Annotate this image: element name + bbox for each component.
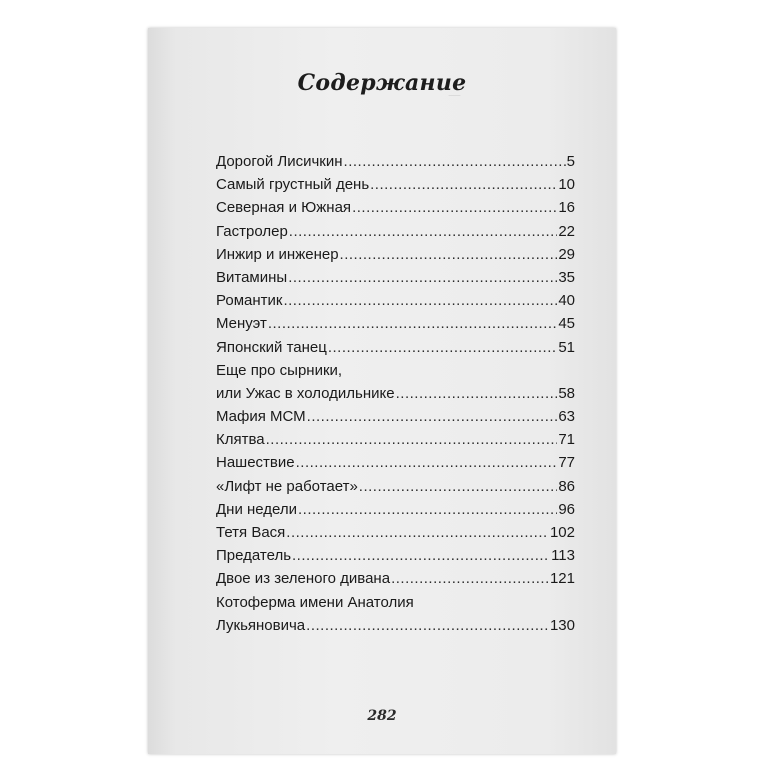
toc-entry [216,220,575,243]
toc-entry-line [216,614,575,637]
toc-entry-title: Гастролер [216,222,288,240]
toc-entry [216,196,575,219]
dot-leader [296,451,558,474]
toc-entry-line [216,451,575,474]
dot-leader [306,614,549,637]
toc-entry-page-number: 121 [549,570,575,588]
toc-entry-title: Северная и Южная [216,199,352,217]
toc-entry-line [216,521,575,544]
toc-entry-page-number: 86 [558,477,575,495]
toc-entry-title: Котоферма имени Анатолия [216,593,414,611]
toc-entry-title: Предатель [216,547,292,565]
toc-entry-title: Клятва [216,431,265,449]
toc-entry-page-number: 63 [558,408,575,426]
toc-entry [216,266,575,289]
toc-entry [216,312,575,335]
toc-entry-page-number: 10 [558,176,575,194]
toc-entry-line [216,243,575,266]
dot-leader [289,220,558,243]
toc-entry-title: Инжир и инженер [216,245,339,263]
toc-entry-page-number: 22 [558,222,575,240]
toc-entry-page-number: 77 [558,454,575,472]
bleed-through-text: —⁠ ⁠ ⁠ ⁠ ⁠ ⁠ ⁠ ⁠ ⁠ ⁠ [448,88,499,103]
toc-entry-title: Менуэт [216,315,267,333]
toc-entry-line [216,498,575,521]
dot-leader [283,289,557,312]
dot-leader [370,173,557,196]
dot-leader [396,382,558,405]
toc-entry-line [216,289,575,312]
dot-leader [328,336,557,359]
table-of-contents [216,150,575,637]
dot-leader [352,196,557,219]
toc-entry-page-number: 40 [558,292,575,310]
toc-entry-page-number: 29 [558,245,575,263]
toc-entry-title: Дорогой Лисичкин [216,153,343,170]
toc-entry-title: Дни недели [216,500,298,518]
toc-entry-line [216,336,575,359]
dot-leader [340,243,558,266]
toc-entry-title: Лукьяновича [216,616,306,634]
toc-entry [216,428,575,451]
toc-entry-title: Самый грустный день [216,176,370,194]
dot-leader [288,266,557,289]
toc-entry-line [216,220,575,243]
toc-entry-title: Романтик [216,292,283,310]
dot-leader [266,428,558,451]
book-page [148,28,616,754]
dot-leader [268,312,557,335]
toc-entry [216,336,575,359]
toc-entry-page-number: 130 [549,616,575,634]
toc-entry [216,498,575,521]
toc-entry-title: Мафия МСМ [216,408,306,426]
toc-entry-title: Тетя Вася [216,524,286,542]
toc-entry-line [216,382,575,405]
toc-entry [216,405,575,428]
toc-entry-title: Двое из зеленого дивана [216,570,391,588]
toc-entry-line [216,544,575,567]
toc-entry-title: Японский танец [216,338,327,356]
toc-entry-page-number: 35 [558,268,575,286]
dot-leader [344,150,566,173]
dot-leader [359,475,558,498]
toc-entry-line [216,428,575,451]
toc-entry [216,243,575,266]
toc-entry-title: Еще про сырники, [216,361,343,379]
toc-entry [216,289,575,312]
dot-leader [391,567,549,590]
toc-entry-title: «Лифт не работает» [216,477,358,495]
toc-entry [216,359,575,405]
toc-entry-page-number: 5 [566,153,575,170]
toc-entry [216,567,575,590]
toc-entry-line [216,312,575,335]
toc-entry-page-number: 71 [558,431,575,449]
toc-entry-line-continued [216,591,575,614]
dot-leader [307,405,558,428]
toc-entry-title: Нашествие [216,454,295,472]
toc-entry-line [216,196,575,219]
toc-entry [216,544,575,567]
page-number: 282 [367,708,397,724]
toc-entry-page-number: 58 [558,384,575,402]
toc-entry-line [216,567,575,590]
toc-entry [216,451,575,474]
dot-leader [298,498,557,521]
toc-entry [216,591,575,637]
toc-entry-page-number: 16 [558,199,575,217]
toc-entry-line [216,475,575,498]
toc-entry [216,521,575,544]
toc-entry-page-number: 102 [549,524,575,542]
toc-entry-page-number: 51 [558,338,575,356]
toc-entry-title: или Ужас в холодильнике [216,384,395,402]
toc-entry [216,475,575,498]
toc-entry-line-continued [216,359,575,382]
toc-entry [216,173,575,196]
dot-leader [292,544,550,567]
dot-leader [286,521,549,544]
toc-entry-line [216,173,575,196]
toc-entry-title: Витамины [216,268,288,286]
toc-entry-page-number: 45 [558,315,575,333]
toc-entry-page-number: 113 [551,547,575,565]
toc-entry-line [216,150,575,173]
toc-entry-page-number: 96 [558,500,575,518]
toc-entry-line [216,405,575,428]
toc-entry [216,150,575,173]
toc-entry-line [216,266,575,289]
page-title: Содержание [297,70,467,96]
